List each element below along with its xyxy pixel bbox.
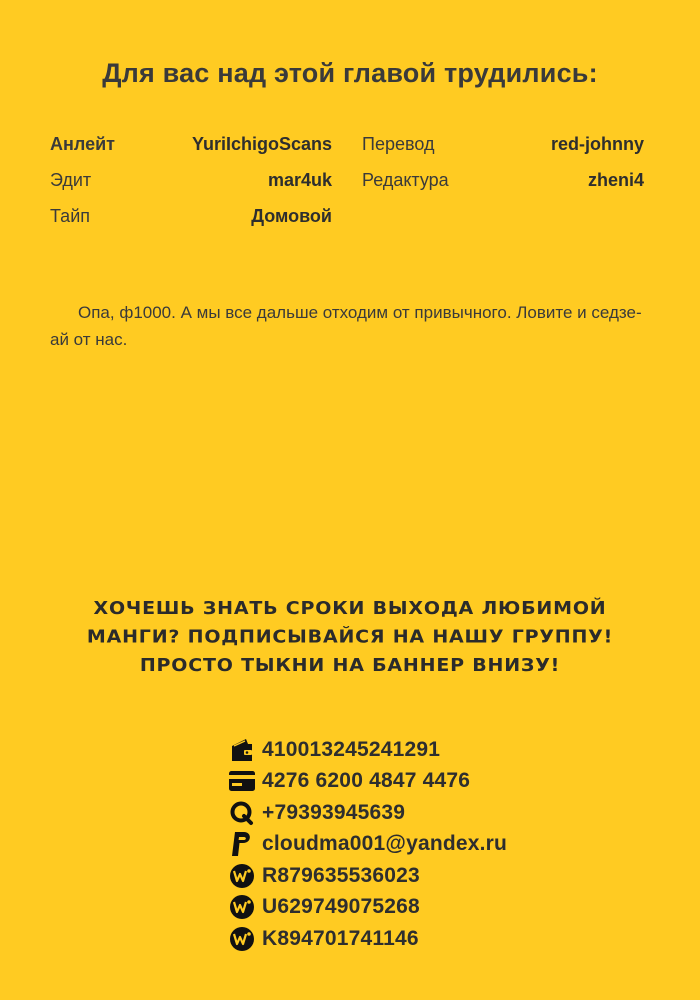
yandex-money-wallet-icon [228,736,256,764]
credit-row [50,204,332,229]
credit-name: red-johnny [551,134,644,154]
credits-table [50,132,644,229]
credit-row [50,168,332,193]
donation-value: cloudma001@yandex.ru [262,832,508,856]
webmoney-icon [228,893,256,921]
donation-value: U629749075268 [262,895,420,919]
credit-name: YuriIchigoScans [191,134,332,154]
translator-note: Опа, ф1000. А мы все дальше отходим от привычного. Ловите и седзе-ай от нас. [50,303,642,349]
promo-line: ПРОСТО ТЫКНИ НА БАННЕР ВНИЗУ! [139,655,561,676]
credit-role: Эдит [50,170,92,190]
donation-item [228,923,507,955]
credit-name: mar4uk [267,170,332,190]
webmoney-icon [228,925,256,953]
credit-role: Перевод [362,134,435,154]
qiwi-icon [228,799,256,827]
credit-name: zheni4 [587,170,644,190]
donation-item [228,797,507,829]
donation-value: 410013245241291 [262,737,441,761]
credit-role: Анлейт [50,134,115,154]
page-title: Для вас над этой главой трудились: [102,58,598,88]
donation-value: +79393945639 [262,800,406,824]
donation-item [228,734,507,766]
credit-role: Тайп [50,206,90,226]
promo-line: МАНГИ? ПОДПИСЫВАЙСЯ НА НАШУ ГРУППУ! [86,626,614,648]
credit-name: Домовой [251,206,332,226]
bank-card-icon [228,767,256,795]
donation-value: K894701741146 [262,926,419,950]
donation-item [228,829,507,861]
credit-row [50,132,332,157]
promo-text [40,595,660,681]
webmoney-icon [228,862,256,890]
donation-value: 4276 6200 4847 4476 [262,769,471,793]
donation-item [228,892,507,924]
donation-list [228,734,507,955]
credit-row [362,168,644,193]
donation-value: R879635536023 [262,863,420,887]
donation-item [228,766,507,798]
paypal-icon [228,830,256,858]
donation-item [228,860,507,892]
credit-role: Редактура [362,170,449,190]
promo-line: ХОЧЕШЬ ЗНАТЬ СРОКИ ВЫХОДА ЛЮБИМОЙ [93,598,607,619]
credit-row [362,132,644,157]
